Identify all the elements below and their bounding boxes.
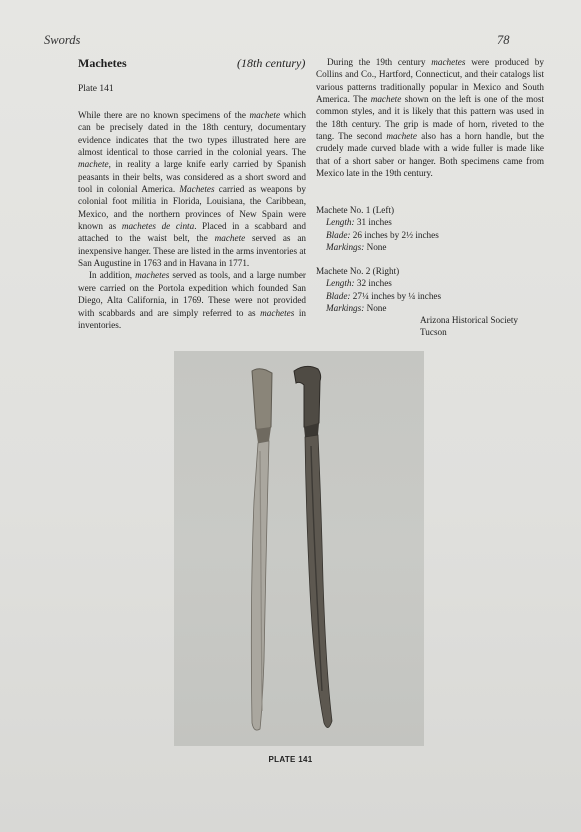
- specimen-1-details: [316, 204, 544, 253]
- specimen-markings: Markings: None: [326, 303, 387, 314]
- text-run: While there are no known specimens of the: [78, 110, 250, 120]
- text-run-italic: Machetes: [179, 184, 215, 195]
- text-run: which can be precisely dated in the 18th century, documentary evidence indicates that the two types illustrated here are almost identical to those carried in the colonial years. The: [78, 110, 307, 158]
- entry-title: Machetes: [78, 56, 127, 70]
- paragraph-3: [316, 56, 544, 179]
- left-column-text: [78, 109, 306, 331]
- text-run-italic: machetes: [260, 307, 295, 318]
- text-run-italic: machete: [370, 94, 402, 105]
- specimen-blade: Blade: 26 inches by 2½ inches: [326, 229, 439, 240]
- text-run: shown on the left is one of the most common styles, and it is likely that this pattern was used in the 18th century. The grip is made of horn, riveted to the tang. The second: [316, 94, 544, 142]
- running-head-section: Swords: [44, 33, 81, 47]
- photo-credit: [420, 314, 518, 339]
- machete-1-image: [251, 369, 272, 730]
- specimen-name: Machete No. 2 (Right): [316, 266, 400, 276]
- text-run: in inventories.: [78, 307, 307, 330]
- text-run-italic: machetes de cinta: [121, 221, 195, 232]
- specimen-markings: Markings: None: [326, 242, 387, 253]
- text-run: , in reality a large knife early carried by Spanish peasants in their belts, was considered as a short sword and tool in colonial America.: [78, 159, 306, 195]
- text-run-italic: machete: [78, 159, 109, 170]
- text-run-italic: machete: [214, 233, 246, 244]
- credit-location: Tucson: [420, 327, 447, 338]
- text-run: In addition,: [89, 270, 136, 281]
- right-column-text: [316, 56, 544, 179]
- text-run: During the 19th century: [327, 57, 432, 67]
- specimen-blade: Blade: 27¼ inches by ¼ inches: [326, 290, 442, 301]
- paragraph-2: [78, 269, 306, 331]
- plate-caption: PLATE 141: [268, 755, 313, 764]
- text-run: were produced by Collins and Co., Hartford, Connecticut, and their catalogs list various patterns traditionally popular in Mexico and South America. The: [316, 57, 544, 105]
- text-run-italic: machetes: [135, 270, 170, 281]
- paragraph-1: [78, 109, 306, 269]
- text-run: . Placed in a scabbard and attached to the waist belt, the: [78, 221, 306, 244]
- credit-institution: Arizona Historical Society: [420, 315, 518, 325]
- text-run-italic: machete: [249, 110, 281, 120]
- text-run-italic: machete: [386, 131, 417, 142]
- page-number: 78: [497, 33, 510, 47]
- text-run: carried as weapons by colonial foot militia in Florida, Louisiana, the Caribbean, Mexico, and the northern provinces of New Spain were known as: [78, 184, 306, 232]
- plate-photograph: [174, 351, 424, 746]
- text-run: served as tools, and a large number were carried on the Portola expedition which founded San Diego, Alta California, in 1769. These were not provided with scabbards and are simply referred to as: [78, 270, 306, 318]
- specimen-name: Machete No. 1 (Left): [316, 205, 395, 215]
- plate-reference: Plate 141: [78, 84, 114, 94]
- entry-century: (18th century): [237, 56, 306, 70]
- text-run: served as an inexpensive hanger. These are listed in the arms inventories at San Augustine in 1763 and in Havana in 1771.: [78, 233, 306, 269]
- specimen-2-details: [316, 265, 544, 314]
- specimen-length: Length: 32 inches: [326, 278, 392, 289]
- machete-2-image: [294, 366, 332, 727]
- text-run: also has a horn handle, but the crudely made curved blade with a wide fuller is made like that of a short saber or hanger. Both specimens came from Mexico late in the 19th century.: [316, 131, 544, 179]
- specimen-length: Length: 31 inches: [326, 217, 392, 228]
- machetes-illustration: [174, 351, 424, 746]
- text-run-italic: machetes: [431, 57, 466, 67]
